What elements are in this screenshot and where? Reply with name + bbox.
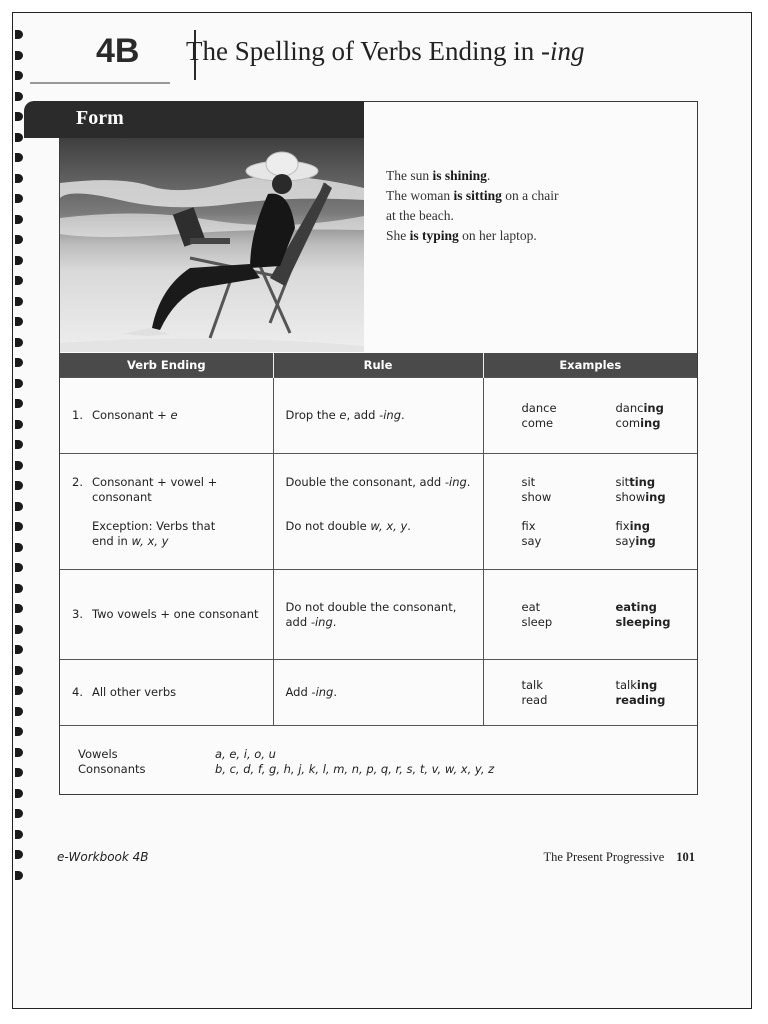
spiral-ring — [15, 707, 23, 716]
spiral-ring — [15, 153, 23, 162]
example-ing: reading — [615, 692, 666, 707]
spiral-ring — [15, 481, 23, 490]
rule-text: Double the consonant, add -ing. — [285, 474, 471, 489]
spiral-ring — [15, 297, 23, 306]
example-ing: fixing — [615, 518, 650, 533]
page-number: 101 — [676, 850, 695, 864]
table-row — [60, 454, 697, 570]
spiral-ring — [15, 92, 23, 101]
spiral-ring — [15, 686, 23, 695]
verb-ending-text: consonant — [92, 489, 152, 504]
spiral-ring — [15, 256, 23, 265]
rule-text: Do not double the consonant, — [285, 599, 457, 614]
table-row — [60, 660, 697, 726]
spiral-ring — [15, 625, 23, 634]
page-header — [30, 26, 730, 86]
exception-text: end in w, x, y — [92, 533, 169, 548]
verb-ending-cell — [60, 570, 273, 660]
unit-label: 4B — [96, 32, 140, 70]
example-ing: eating — [615, 599, 657, 614]
spiral-ring — [15, 543, 23, 552]
examples-list — [496, 401, 686, 431]
spiral-ring — [15, 420, 23, 429]
examples-cell — [483, 378, 697, 454]
table-header-row — [60, 353, 697, 378]
spiral-ring — [15, 317, 23, 326]
spiral-ring — [15, 830, 23, 839]
rule-text: add -ing. — [285, 614, 337, 629]
spiral-ring — [15, 194, 23, 203]
spiral-ring — [15, 645, 23, 654]
unit-box — [92, 30, 196, 80]
example-ing: sleeping — [615, 614, 671, 629]
examples-list — [496, 600, 686, 630]
verb-ending-text: Consonant + e — [92, 408, 178, 422]
verb-ending-text: Two vowels + one consonant — [92, 607, 259, 621]
rule-text: Add -ing. — [285, 685, 338, 699]
letters-cell — [60, 726, 697, 797]
beach-illustration — [60, 138, 364, 352]
spiral-binding — [15, 30, 27, 890]
spiral-ring — [15, 563, 23, 572]
spiral-ring — [15, 727, 23, 736]
rule-cell — [273, 660, 483, 726]
examples-list — [496, 475, 686, 505]
rule-cell — [273, 454, 483, 570]
spiral-ring — [15, 789, 23, 798]
spiral-ring — [15, 604, 23, 613]
example-base: talk — [521, 677, 543, 692]
unit-underline — [30, 82, 170, 84]
example-ing: coming — [615, 415, 661, 430]
verb-ending-text: All other verbs — [92, 685, 177, 699]
example-base: fix — [521, 518, 536, 533]
table-row — [60, 570, 697, 660]
spiral-ring — [15, 174, 23, 183]
spiral-ring — [15, 276, 23, 285]
caption-line: The woman is sitting on a chair — [386, 188, 559, 203]
spiral-ring — [15, 809, 23, 818]
example-ing: dancing — [615, 400, 664, 415]
spiral-ring — [15, 850, 23, 859]
page-footer — [543, 850, 695, 865]
form-banner — [24, 101, 364, 138]
example-base: sit — [521, 474, 536, 489]
spiral-ring — [15, 338, 23, 347]
examples-cell — [483, 454, 697, 570]
spiral-ring — [15, 30, 23, 39]
spiral-ring — [15, 768, 23, 777]
spiral-ring — [15, 235, 23, 244]
header-verb-ending: Verb Ending — [60, 353, 273, 378]
example-base: dance — [521, 400, 557, 415]
caption-line: The sun is shining. — [386, 168, 491, 183]
exception-examples-list — [496, 519, 686, 549]
spiral-ring — [15, 748, 23, 757]
rule-cell — [273, 570, 483, 660]
example-ing: showing — [615, 489, 666, 504]
chapter-name: The Present Progressive — [543, 850, 665, 864]
example-base: come — [521, 415, 554, 430]
spiral-ring — [15, 133, 23, 142]
example-base: eat — [521, 599, 541, 614]
spiral-ring — [15, 871, 23, 880]
consonants-label: Consonants — [78, 762, 146, 776]
header-examples: Examples — [483, 353, 697, 378]
spiral-ring — [15, 522, 23, 531]
spiral-ring — [15, 502, 23, 511]
spiral-ring — [15, 666, 23, 675]
exception-rule-text: Do not double w, x, y. — [285, 518, 411, 533]
examples-list — [496, 678, 686, 708]
verb-ending-cell — [60, 660, 273, 726]
example-ing: saying — [615, 533, 656, 548]
letters-row — [60, 726, 697, 797]
examples-cell — [483, 570, 697, 660]
title-main: The Spelling of Verbs Ending in — [186, 36, 541, 66]
spiral-ring — [15, 71, 23, 80]
caption-line: She is typing on her laptop. — [386, 228, 537, 243]
header-rule: Rule — [273, 353, 483, 378]
rule-cell — [273, 378, 483, 454]
verb-ending-cell — [60, 454, 273, 570]
form-banner-label: Form — [76, 107, 124, 129]
verb-ending-cell — [60, 378, 273, 454]
spelling-rules-table — [60, 353, 697, 796]
row-number: 2. — [72, 474, 83, 489]
photo-caption — [386, 166, 686, 246]
row-number: 3. — [72, 607, 83, 621]
spiral-ring — [15, 358, 23, 367]
spiral-ring — [15, 399, 23, 408]
spiral-ring — [15, 379, 23, 388]
row-number: 1. — [72, 408, 83, 422]
row-number: 4. — [72, 685, 83, 699]
spiral-ring — [15, 440, 23, 449]
beach-photo — [60, 138, 364, 352]
workbook-reference: e-Workbook 4B — [57, 850, 149, 864]
example-ing: talking — [615, 677, 658, 692]
caption-line: at the beach. — [386, 208, 454, 223]
consonants-list: b, c, d, f, g, h, j, k, l, m, n, p, q, r, s, t, v, w, x, y, z — [215, 762, 495, 776]
example-base: say — [521, 533, 542, 548]
verb-ending-text: Consonant + vowel + — [92, 474, 218, 489]
vowels-list: a, e, i, o, u — [215, 747, 276, 761]
rule-text: Drop the e, add -ing. — [285, 408, 405, 422]
page-title — [186, 36, 584, 67]
exception-text: Exception: Verbs that — [92, 518, 216, 533]
example-base: read — [521, 692, 548, 707]
spiral-ring — [15, 51, 23, 60]
example-base: show — [521, 489, 552, 504]
spiral-ring — [15, 112, 23, 121]
spiral-ring — [15, 461, 23, 470]
letters-list — [78, 747, 685, 777]
examples-cell — [483, 660, 697, 726]
table-row — [60, 378, 697, 454]
title-suffix: -ing — [540, 36, 585, 66]
spiral-ring — [15, 215, 23, 224]
spiral-ring — [15, 584, 23, 593]
vowels-label: Vowels — [78, 747, 118, 761]
example-base: sleep — [521, 614, 553, 629]
example-ing: sitting — [615, 474, 656, 489]
